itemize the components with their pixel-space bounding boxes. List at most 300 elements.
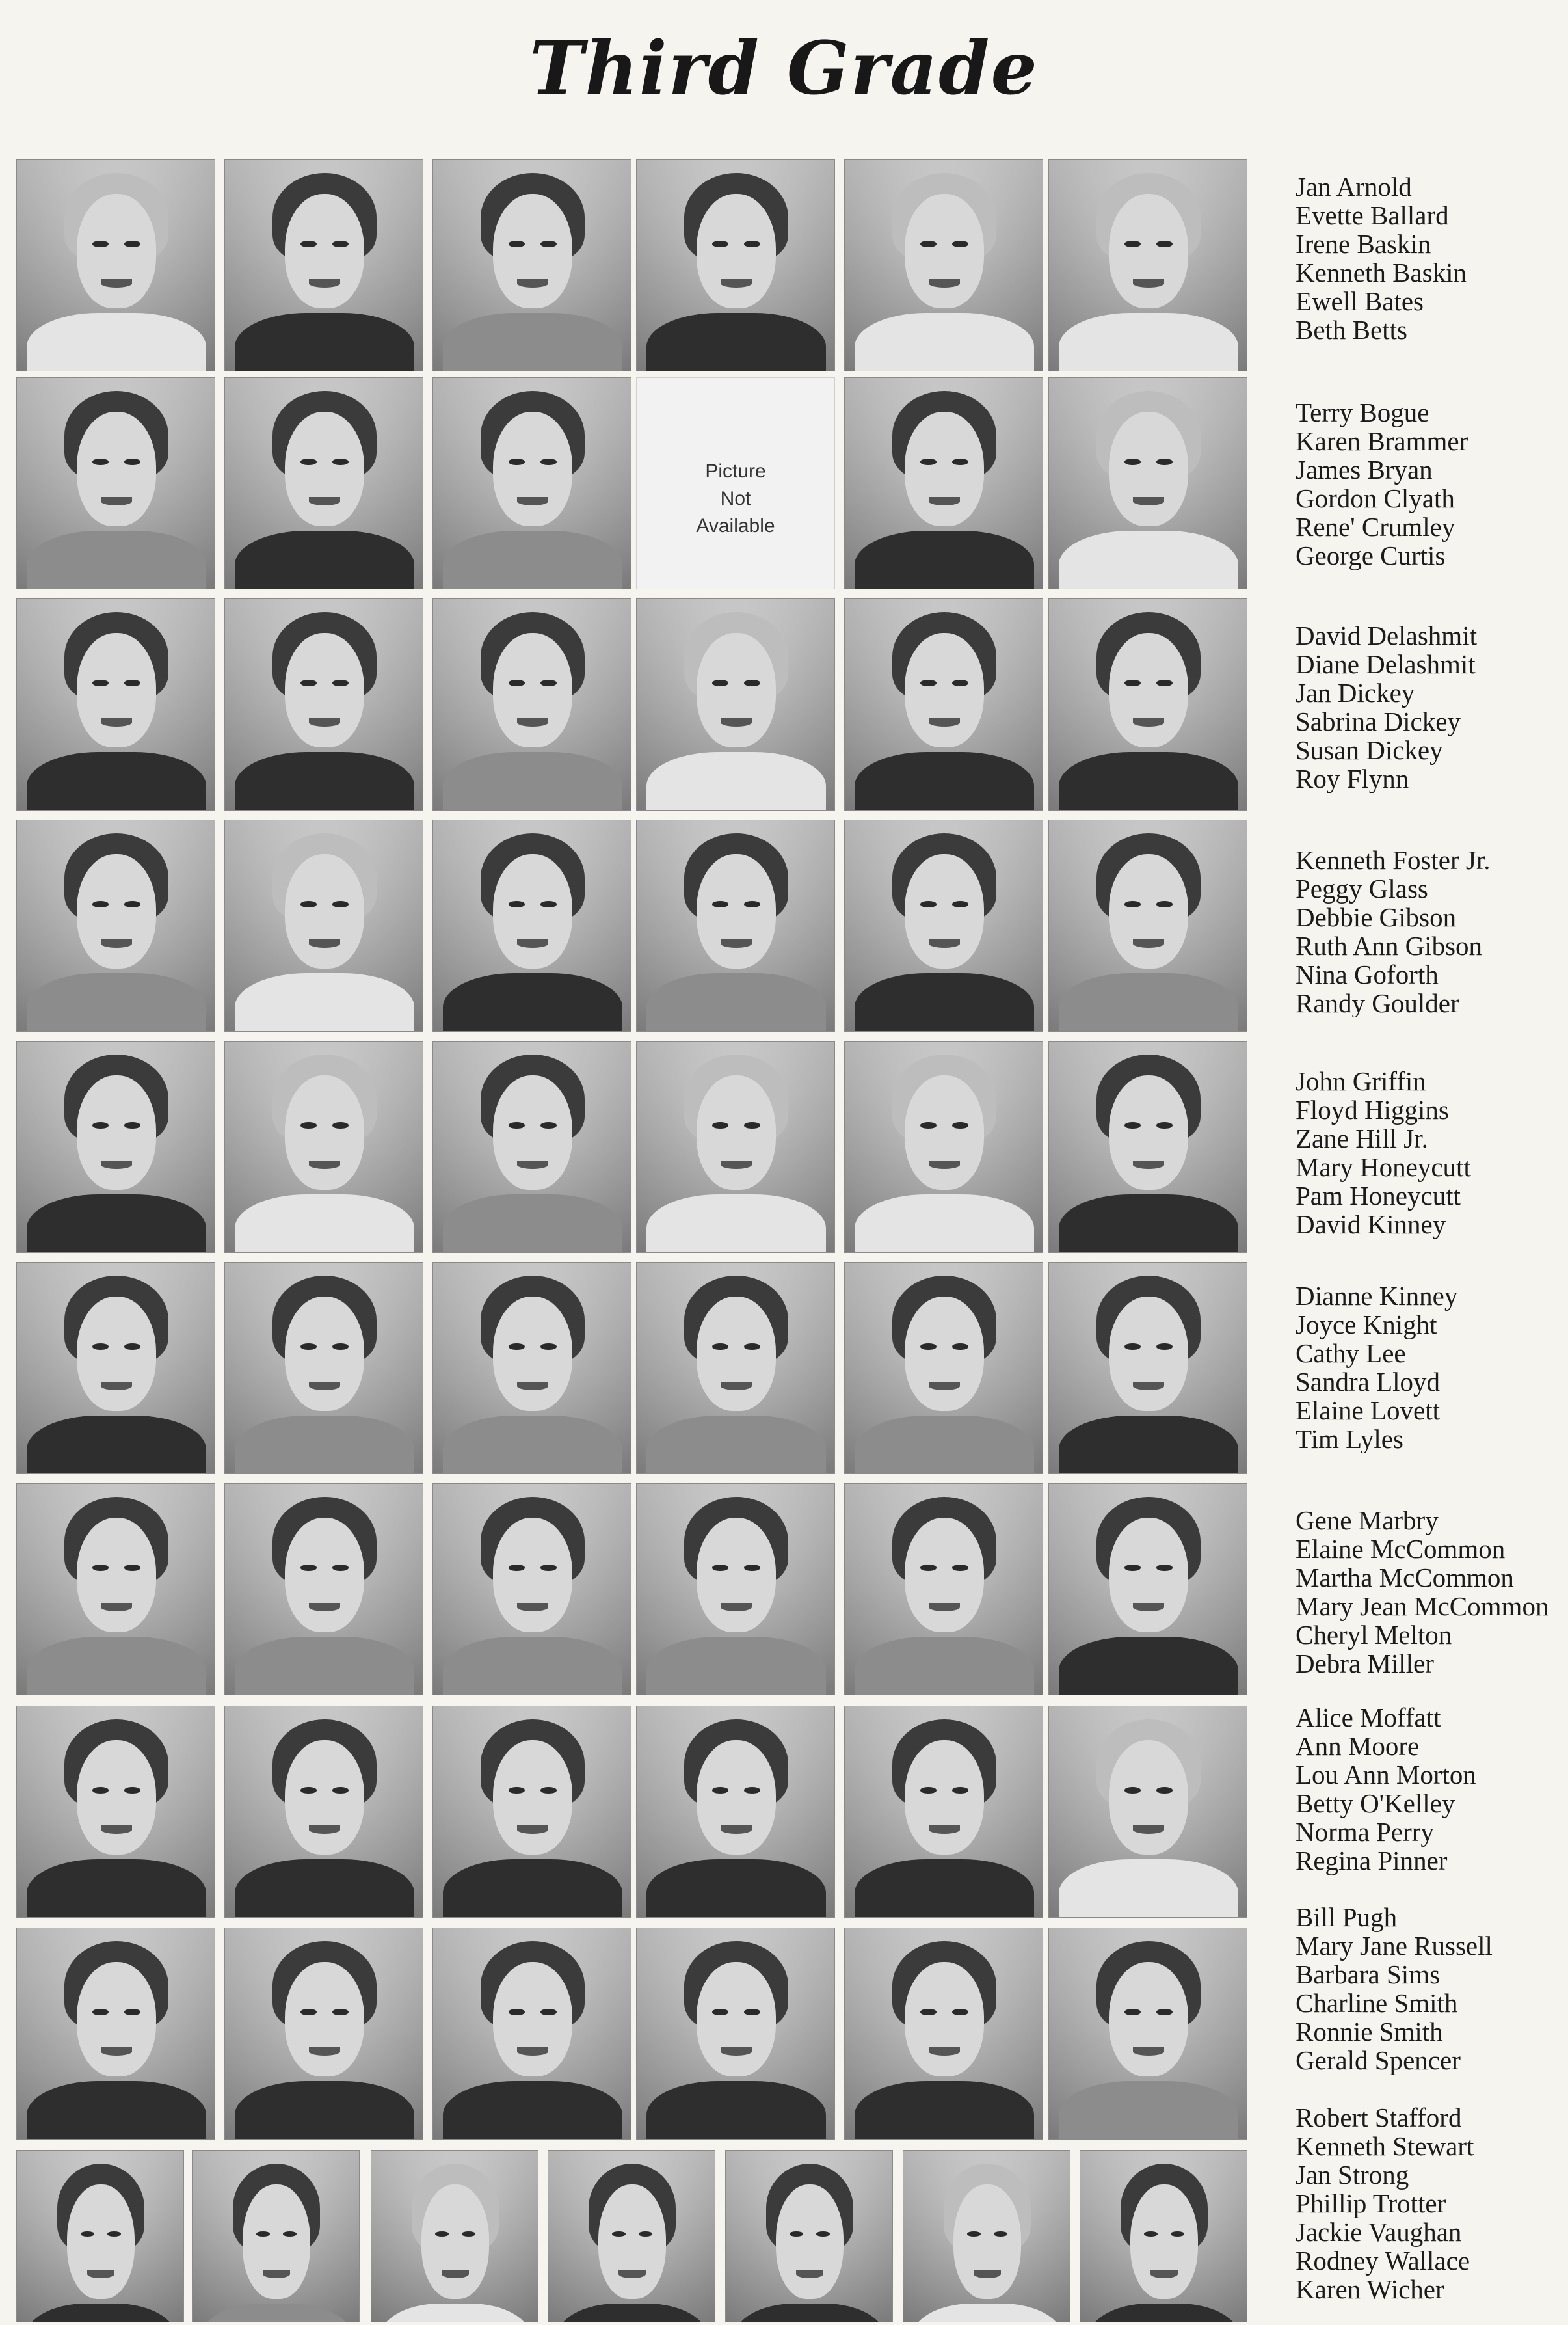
student-photo — [16, 1483, 215, 1695]
face-shape — [285, 1297, 364, 1411]
student-photo — [16, 2150, 184, 2322]
eye-shape — [124, 2009, 140, 2015]
student-name: Robert Stafford — [1296, 2103, 1462, 2132]
face-shape — [493, 1740, 572, 1855]
eye-shape — [435, 2231, 448, 2237]
eye-shape — [540, 241, 556, 247]
student-photo — [636, 1262, 835, 1474]
name-list — [1296, 1282, 1568, 1453]
shirt-shape — [1059, 752, 1238, 811]
mouth-shape — [721, 1161, 752, 1169]
eye-shape — [1124, 901, 1140, 907]
student-name: Gerald Spencer — [1296, 2045, 1461, 2075]
face-shape — [67, 2184, 134, 2299]
face-shape — [697, 1518, 776, 1632]
shirt-shape — [855, 1859, 1033, 1918]
student-photo — [16, 820, 215, 1032]
eye-shape — [1124, 459, 1140, 465]
student-name: Betty O'Kelley — [1296, 1788, 1455, 1818]
student-name: Karen Brammer — [1296, 426, 1468, 456]
eye-shape — [300, 2009, 316, 2015]
eye-shape — [540, 1122, 556, 1129]
student-name: Ann Moore — [1296, 1731, 1420, 1761]
face-shape — [77, 854, 156, 969]
student-name: Irene Baskin — [1296, 229, 1431, 259]
eye-shape — [952, 680, 968, 686]
eye-shape — [92, 1343, 108, 1350]
shirt-shape — [1059, 531, 1238, 589]
eye-shape — [92, 901, 108, 907]
mouth-shape — [929, 497, 961, 505]
eye-shape — [920, 2009, 936, 2015]
eye-shape — [124, 241, 140, 247]
eye-shape — [92, 2009, 108, 2015]
student-name: Bill Pugh — [1296, 1903, 1398, 1932]
eye-shape — [300, 459, 316, 465]
shirt-shape — [235, 973, 414, 1032]
eye-shape — [509, 901, 524, 907]
student-photo — [16, 377, 215, 589]
student-photo — [636, 1483, 835, 1695]
face-shape — [905, 854, 984, 969]
eye-shape — [124, 680, 140, 686]
mouth-shape — [929, 2047, 961, 2056]
student-photo — [16, 1706, 215, 1918]
face-shape — [493, 194, 572, 308]
mouth-shape — [87, 2270, 114, 2278]
student-name: Mary Honeycutt — [1296, 1152, 1471, 1182]
face-shape — [285, 633, 364, 747]
student-name: Dianne Kinney — [1296, 1282, 1458, 1311]
student-photo — [636, 820, 835, 1032]
student-photo — [1048, 1928, 1247, 2140]
face-shape — [1109, 194, 1188, 308]
mouth-shape — [309, 718, 341, 727]
shirt-shape — [443, 1637, 622, 1695]
student-photo — [16, 598, 215, 811]
face-shape — [697, 854, 776, 969]
student-name: Jan Strong — [1296, 2160, 1409, 2190]
eye-shape — [81, 2231, 94, 2237]
face-shape — [77, 1518, 156, 1632]
student-name: Jackie Vaughan — [1296, 2217, 1462, 2247]
eye-shape — [300, 901, 316, 907]
student-photo — [224, 1928, 423, 2140]
eye-shape — [712, 2009, 728, 2015]
face-shape — [493, 412, 572, 526]
eye-shape — [1156, 1343, 1172, 1350]
student-name: Nina Goforth — [1296, 960, 1439, 989]
mouth-shape — [929, 939, 961, 948]
mouth-shape — [309, 939, 341, 948]
mouth-shape — [309, 1603, 341, 1611]
eye-shape — [540, 459, 556, 465]
mouth-shape — [929, 718, 961, 727]
student-name: Phillip Trotter — [1296, 2188, 1446, 2218]
picture-not-available-line: Not — [720, 488, 751, 510]
eye-shape — [300, 1343, 316, 1350]
face-shape — [697, 1962, 776, 2076]
mouth-shape — [101, 497, 133, 505]
student-photo — [725, 2150, 893, 2322]
shirt-shape — [443, 2081, 622, 2140]
eye-shape — [1124, 1343, 1140, 1350]
shirt-shape — [1059, 1637, 1238, 1695]
eye-shape — [124, 1787, 140, 1794]
mouth-shape — [101, 718, 133, 727]
student-name: Randy Goulder — [1296, 988, 1459, 1017]
student-name: Sabrina Dickey — [1296, 706, 1461, 736]
student-name: Charline Smith — [1296, 1988, 1458, 2018]
student-photo — [224, 598, 423, 811]
eye-shape — [1156, 1122, 1172, 1129]
face-shape — [493, 1518, 572, 1632]
mouth-shape — [517, 497, 549, 505]
eye-shape — [920, 1122, 936, 1129]
shirt-shape — [1059, 1194, 1238, 1253]
face-shape — [493, 633, 572, 747]
face-shape — [905, 1962, 984, 2076]
eye-shape — [1156, 241, 1172, 247]
face-shape — [905, 1518, 984, 1632]
student-photo — [1048, 159, 1247, 371]
eye-shape — [332, 1122, 348, 1129]
name-list — [1296, 1703, 1568, 1875]
eye-shape — [124, 459, 140, 465]
student-photo — [16, 159, 215, 371]
eye-shape — [952, 1565, 968, 1571]
student-photo — [432, 1041, 631, 1253]
eye-shape — [712, 1343, 728, 1350]
eye-shape — [920, 901, 936, 907]
eye-shape — [92, 680, 108, 686]
student-name: Gordon Clyath — [1296, 483, 1455, 513]
shirt-shape — [235, 1637, 414, 1695]
shirt-shape — [235, 1416, 414, 1474]
student-photo — [16, 1928, 215, 2140]
shirt-shape — [27, 752, 206, 811]
student-photo — [636, 598, 835, 811]
eye-shape — [509, 2009, 524, 2015]
mouth-shape — [929, 1161, 961, 1169]
face-shape — [77, 194, 156, 308]
mouth-shape — [618, 2270, 645, 2278]
eye-shape — [462, 2231, 475, 2237]
face-shape — [285, 1075, 364, 1190]
student-photo — [903, 2150, 1070, 2322]
eye-shape — [712, 1122, 728, 1129]
mouth-shape — [442, 2270, 468, 2278]
student-name: Evette Ballard — [1296, 200, 1449, 230]
student-name: Regina Pinner — [1296, 1846, 1448, 1875]
mouth-shape — [721, 1382, 752, 1390]
eye-shape — [256, 2231, 269, 2237]
student-name: George Curtis — [1296, 541, 1446, 570]
student-photo — [548, 2150, 715, 2322]
eye-shape — [540, 1787, 556, 1794]
name-list — [1296, 846, 1568, 1017]
mouth-shape — [101, 939, 133, 948]
student-name: Mary Jean McCommon — [1296, 1591, 1549, 1621]
mouth-shape — [309, 2047, 341, 2056]
face-shape — [1130, 2184, 1197, 2299]
eye-shape — [920, 459, 936, 465]
mouth-shape — [101, 1825, 133, 1834]
mouth-shape — [517, 1603, 549, 1611]
mouth-shape — [517, 939, 549, 948]
shirt-shape — [855, 313, 1033, 371]
shirt-shape — [443, 752, 622, 811]
shirt-shape — [443, 1194, 622, 1253]
eye-shape — [124, 901, 140, 907]
student-name: Kenneth Baskin — [1296, 258, 1467, 288]
eye-shape — [540, 680, 556, 686]
mouth-shape — [974, 2270, 1000, 2278]
eye-shape — [952, 1787, 968, 1794]
shirt-shape — [1059, 1859, 1238, 1918]
eye-shape — [300, 1122, 316, 1129]
eye-shape — [952, 459, 968, 465]
eye-shape — [744, 1565, 760, 1571]
student-photo — [432, 598, 631, 811]
student-photo — [1048, 820, 1247, 1032]
eye-shape — [300, 680, 316, 686]
eye-shape — [744, 1787, 760, 1794]
name-list — [1296, 398, 1568, 570]
student-name: Tim Lyles — [1296, 1424, 1403, 1453]
mouth-shape — [929, 1825, 961, 1834]
student-name: Pam Honeycutt — [1296, 1181, 1461, 1211]
face-shape — [285, 412, 364, 526]
student-photo — [371, 2150, 538, 2322]
mouth-shape — [517, 1382, 549, 1390]
name-list — [1296, 1067, 1568, 1239]
eye-shape — [920, 241, 936, 247]
face-shape — [493, 1962, 572, 2076]
student-photo — [844, 598, 1043, 811]
student-photo — [1048, 1262, 1247, 1474]
eye-shape — [1156, 1565, 1172, 1571]
eye-shape — [540, 2009, 556, 2015]
eye-shape — [124, 1565, 140, 1571]
student-name: Lou Ann Morton — [1296, 1760, 1476, 1790]
student-photo — [636, 1928, 835, 2140]
eye-shape — [332, 1787, 348, 1794]
student-name: Ewell Bates — [1296, 286, 1424, 316]
student-name: Zane Hill Jr. — [1296, 1123, 1428, 1153]
student-photo — [636, 377, 835, 589]
face-shape — [697, 633, 776, 747]
student-photo — [1048, 377, 1247, 589]
face-shape — [1109, 1297, 1188, 1411]
student-name: Floyd Higgins — [1296, 1095, 1449, 1125]
name-list — [1296, 172, 1568, 344]
eye-shape — [92, 459, 108, 465]
eye-shape — [952, 901, 968, 907]
eye-shape — [509, 680, 524, 686]
student-name: Elaine Lovett — [1296, 1395, 1440, 1425]
name-list — [1296, 621, 1568, 793]
eye-shape — [332, 459, 348, 465]
eye-shape — [300, 241, 316, 247]
student-name: Kenneth Foster Jr. — [1296, 846, 1491, 875]
mouth-shape — [721, 1825, 752, 1834]
face-shape — [1109, 1518, 1188, 1632]
eye-shape — [509, 1787, 524, 1794]
mouth-shape — [721, 2047, 752, 2056]
student-name: Rene' Crumley — [1296, 512, 1455, 542]
mouth-shape — [101, 1382, 133, 1390]
mouth-shape — [517, 1161, 549, 1169]
name-list — [1296, 2103, 1568, 2304]
eye-shape — [107, 2231, 120, 2237]
eye-shape — [540, 1343, 556, 1350]
eye-shape — [1124, 241, 1140, 247]
eye-shape — [1124, 1565, 1140, 1571]
eye-shape — [509, 241, 524, 247]
face-shape — [697, 1740, 776, 1855]
shirt-shape — [855, 2081, 1033, 2140]
eye-shape — [1156, 459, 1172, 465]
eye-shape — [1124, 1787, 1140, 1794]
student-name: Ruth Ann Gibson — [1296, 931, 1483, 961]
mouth-shape — [101, 279, 133, 288]
student-photo — [16, 1041, 215, 1253]
shirt-shape — [235, 2081, 414, 2140]
student-name: David Delashmit — [1296, 621, 1477, 651]
face-shape — [697, 1075, 776, 1190]
student-photo — [224, 820, 423, 1032]
student-name: Kenneth Stewart — [1296, 2131, 1474, 2161]
face-shape — [77, 1740, 156, 1855]
shirt-shape — [1059, 2081, 1238, 2140]
shirt-shape — [855, 752, 1033, 811]
student-photo — [224, 1262, 423, 1474]
eye-shape — [332, 1565, 348, 1571]
mouth-shape — [101, 1603, 133, 1611]
face-shape — [1109, 854, 1188, 969]
student-photo — [224, 1483, 423, 1695]
eye-shape — [92, 1787, 108, 1794]
student-photo — [224, 159, 423, 371]
shirt-shape — [855, 531, 1033, 589]
student-photo — [844, 377, 1043, 589]
student-name: Diane Delashmit — [1296, 649, 1476, 679]
shirt-shape — [27, 1859, 206, 1918]
eye-shape — [1124, 680, 1140, 686]
eye-shape — [744, 680, 760, 686]
eye-shape — [920, 1565, 936, 1571]
face-shape — [493, 854, 572, 969]
eye-shape — [92, 1565, 108, 1571]
student-name: Cheryl Melton — [1296, 1620, 1452, 1650]
student-photo — [1048, 1041, 1247, 1253]
shirt-shape — [27, 2081, 206, 2140]
mouth-shape — [1133, 1825, 1165, 1834]
shirt-shape — [646, 1859, 825, 1918]
mouth-shape — [517, 1825, 549, 1834]
face-shape — [285, 854, 364, 969]
shirt-shape — [443, 1416, 622, 1474]
student-photo — [16, 1262, 215, 1474]
eye-shape — [1156, 680, 1172, 686]
student-photo — [432, 1483, 631, 1695]
student-photo — [636, 1706, 835, 1918]
face-shape — [77, 1297, 156, 1411]
eye-shape — [509, 1343, 524, 1350]
student-photo — [844, 1928, 1043, 2140]
eye-shape — [712, 1565, 728, 1571]
face-shape — [1109, 1740, 1188, 1855]
eye-shape — [744, 901, 760, 907]
face-shape — [1109, 1075, 1188, 1190]
student-name: Karen Wicher — [1296, 2274, 1444, 2304]
mouth-shape — [796, 2270, 823, 2278]
shirt-shape — [27, 313, 206, 371]
mouth-shape — [929, 1382, 961, 1390]
student-photo — [224, 1706, 423, 1918]
face-shape — [905, 1075, 984, 1190]
shirt-shape — [27, 1194, 206, 1253]
eye-shape — [612, 2231, 625, 2237]
eye-shape — [300, 1565, 316, 1571]
eye-shape — [1156, 901, 1172, 907]
student-photo — [844, 1483, 1043, 1695]
shirt-shape — [855, 973, 1033, 1032]
student-photo — [432, 820, 631, 1032]
shirt-shape — [443, 1859, 622, 1918]
face-shape — [285, 1962, 364, 2076]
face-shape — [77, 1962, 156, 2076]
eye-shape — [283, 2231, 296, 2237]
eye-shape — [967, 2231, 980, 2237]
mouth-shape — [517, 718, 549, 727]
mouth-shape — [1133, 718, 1165, 727]
face-shape — [905, 1297, 984, 1411]
face-shape — [905, 1740, 984, 1855]
mouth-shape — [1133, 1161, 1165, 1169]
eye-shape — [952, 1122, 968, 1129]
picture-not-available-label — [637, 458, 834, 540]
mouth-shape — [1133, 279, 1165, 288]
shirt-shape — [646, 1637, 825, 1695]
mouth-shape — [517, 2047, 549, 2056]
eye-shape — [744, 1343, 760, 1350]
student-name: Barbara Sims — [1296, 1959, 1441, 1989]
shirt-shape — [855, 1416, 1033, 1474]
mouth-shape — [721, 939, 752, 948]
shirt-shape — [443, 313, 622, 371]
student-photo — [1048, 598, 1247, 811]
eye-shape — [92, 1122, 108, 1129]
shirt-shape — [646, 1194, 825, 1253]
face-shape — [1109, 412, 1188, 526]
eye-shape — [744, 2009, 760, 2015]
eye-shape — [744, 1122, 760, 1129]
shirt-shape — [1059, 313, 1238, 371]
student-name: Alice Moffatt — [1296, 1703, 1441, 1732]
name-list — [1296, 1903, 1568, 2075]
student-name: Joyce Knight — [1296, 1310, 1437, 1339]
mouth-shape — [517, 279, 549, 288]
mouth-shape — [1133, 2047, 1165, 2056]
eye-shape — [1124, 2009, 1140, 2015]
shirt-shape — [27, 531, 206, 589]
page-title: Third Grade — [529, 26, 1039, 111]
face-shape — [697, 194, 776, 308]
shirt-shape — [1059, 1416, 1238, 1474]
shirt-shape — [235, 313, 414, 371]
